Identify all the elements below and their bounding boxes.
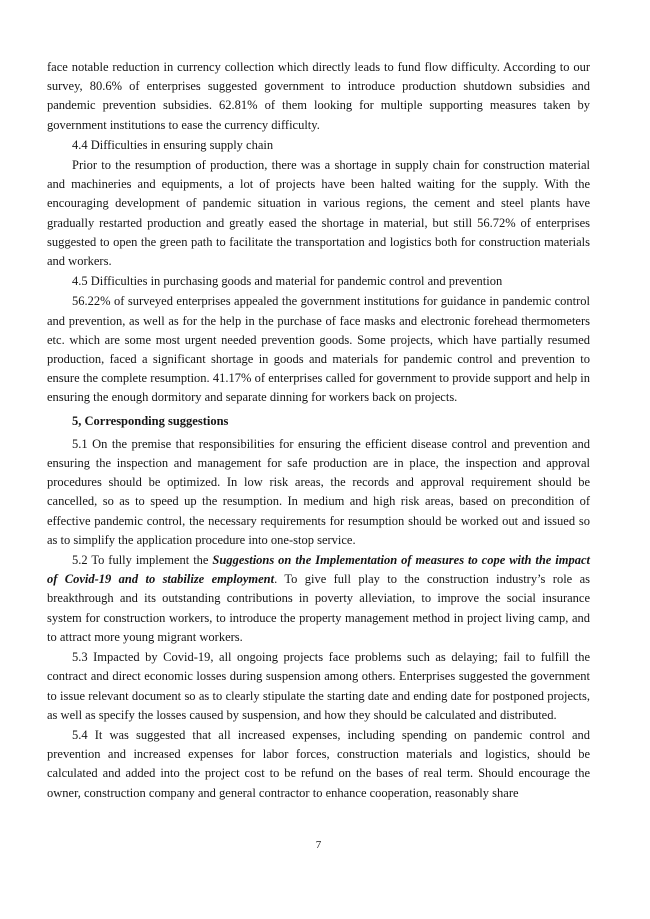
heading-5-corresponding-suggestions: 5, Corresponding suggestions — [72, 413, 229, 428]
heading-4-5-purchasing-goods: 4.5 Difficulties in purchasing goods and material for pandemic control and prevention — [72, 274, 503, 289]
paragraph-5-4-increased-expenses: 5.4 It was suggested that all increased expenses, including spending on pandemic control and prevention and increased expenses for labor forces, construction materials and logistics, should be calculated and added into the project cost to be refund on the bases of real term. Should encourage the owner, construction company and general contractor to enhance cooperation, reasonably share — [47, 727, 590, 800]
document-title-emphasis: Suggestions on the Implementation of measures to cope with the impact of Covid-19 and to stabilize employment — [47, 553, 590, 587]
paragraph-5-2-rest: . To give full play to the construction industry’s role as breakthrough and its outstanding contributions in poverty alleviation, to improve the social insurance system for construction workers, to introduce the property management method in project living camp, and to attract more young migrant workers. — [47, 572, 590, 644]
paragraph-5-1-approval-procedures: 5.1 On the premise that responsibilities for ensuring the efficient disease control and prevention and ensuring the inspection and management for safe production are in place, the inspection and approval procedures should be optimized. In low risk areas, the records and approval requirement should be cancelled, so as to speed up the resumption. In medium and high risk areas, based on precondition of effective pandemic control, the necessary requirements for resumption should be worked out and issued so as to simplify the application procedure into one-stop service. — [47, 436, 590, 547]
paragraph-currency-difficulty-continuation: face notable reduction in currency collection which directly leads to fund flow difficulty. According to our survey, 80.6% of enterprises suggested government to introduce production shutdown subsidies and pandemic prevention subsidies. 62.81% of them looking for multiple supporting measures taken by government institutions to ease the currency difficulty. — [47, 60, 590, 132]
paragraph-pandemic-goods: 56.22% of surveyed enterprises appealed the government institutions for guidance in pandemic control and prevention, as well as for the help in the purchase of face masks and electronic forehead thermometers etc. which are some most urgent needed prevention goods. Some projects, which have partially resumed production, faced a significant shortage in goods and materials for pandemic control and prevention to ensure the complete resumption. 41.17% of enterprises called for government to provide support and help in ensuring the enough dormitory and separate dinning for workers back on projects. — [47, 294, 590, 405]
heading-4-4-supply-chain: 4.4 Difficulties in ensuring supply chain — [72, 137, 274, 152]
document-body — [47, 58, 590, 804]
paragraph-supply-chain: Prior to the resumption of production, there was a shortage in supply chain for construction material and machineries and equipments, a lot of projects have been halted waiting for the supply. With the encouraging development of pandemic situation in various regions, the cement and steel plants have gradually restarted production and greatly eased the shortage in material, but still 56.72% of enterprises suggested to open the green path to facilitate the transportation and logistics both for construction materials and workers. — [47, 158, 590, 269]
paragraph-5-2-lead: 5.2 To fully implement the — [72, 553, 213, 568]
paragraph-5-2-implementation — [47, 551, 590, 647]
page-number: 7 — [315, 839, 322, 851]
paragraph-5-3-project-delays: 5.3 Impacted by Covid-19, all ongoing projects face problems such as delaying; fail to fulfill the contract and direct economic losses during suspension among others. Enterprises suggested the government to issue relevant document so as to clearly stipulate the starting date and ending date for postponed projects, as well as specify the losses caused by suspension, and how they should be calculated and distributed. — [47, 650, 590, 722]
